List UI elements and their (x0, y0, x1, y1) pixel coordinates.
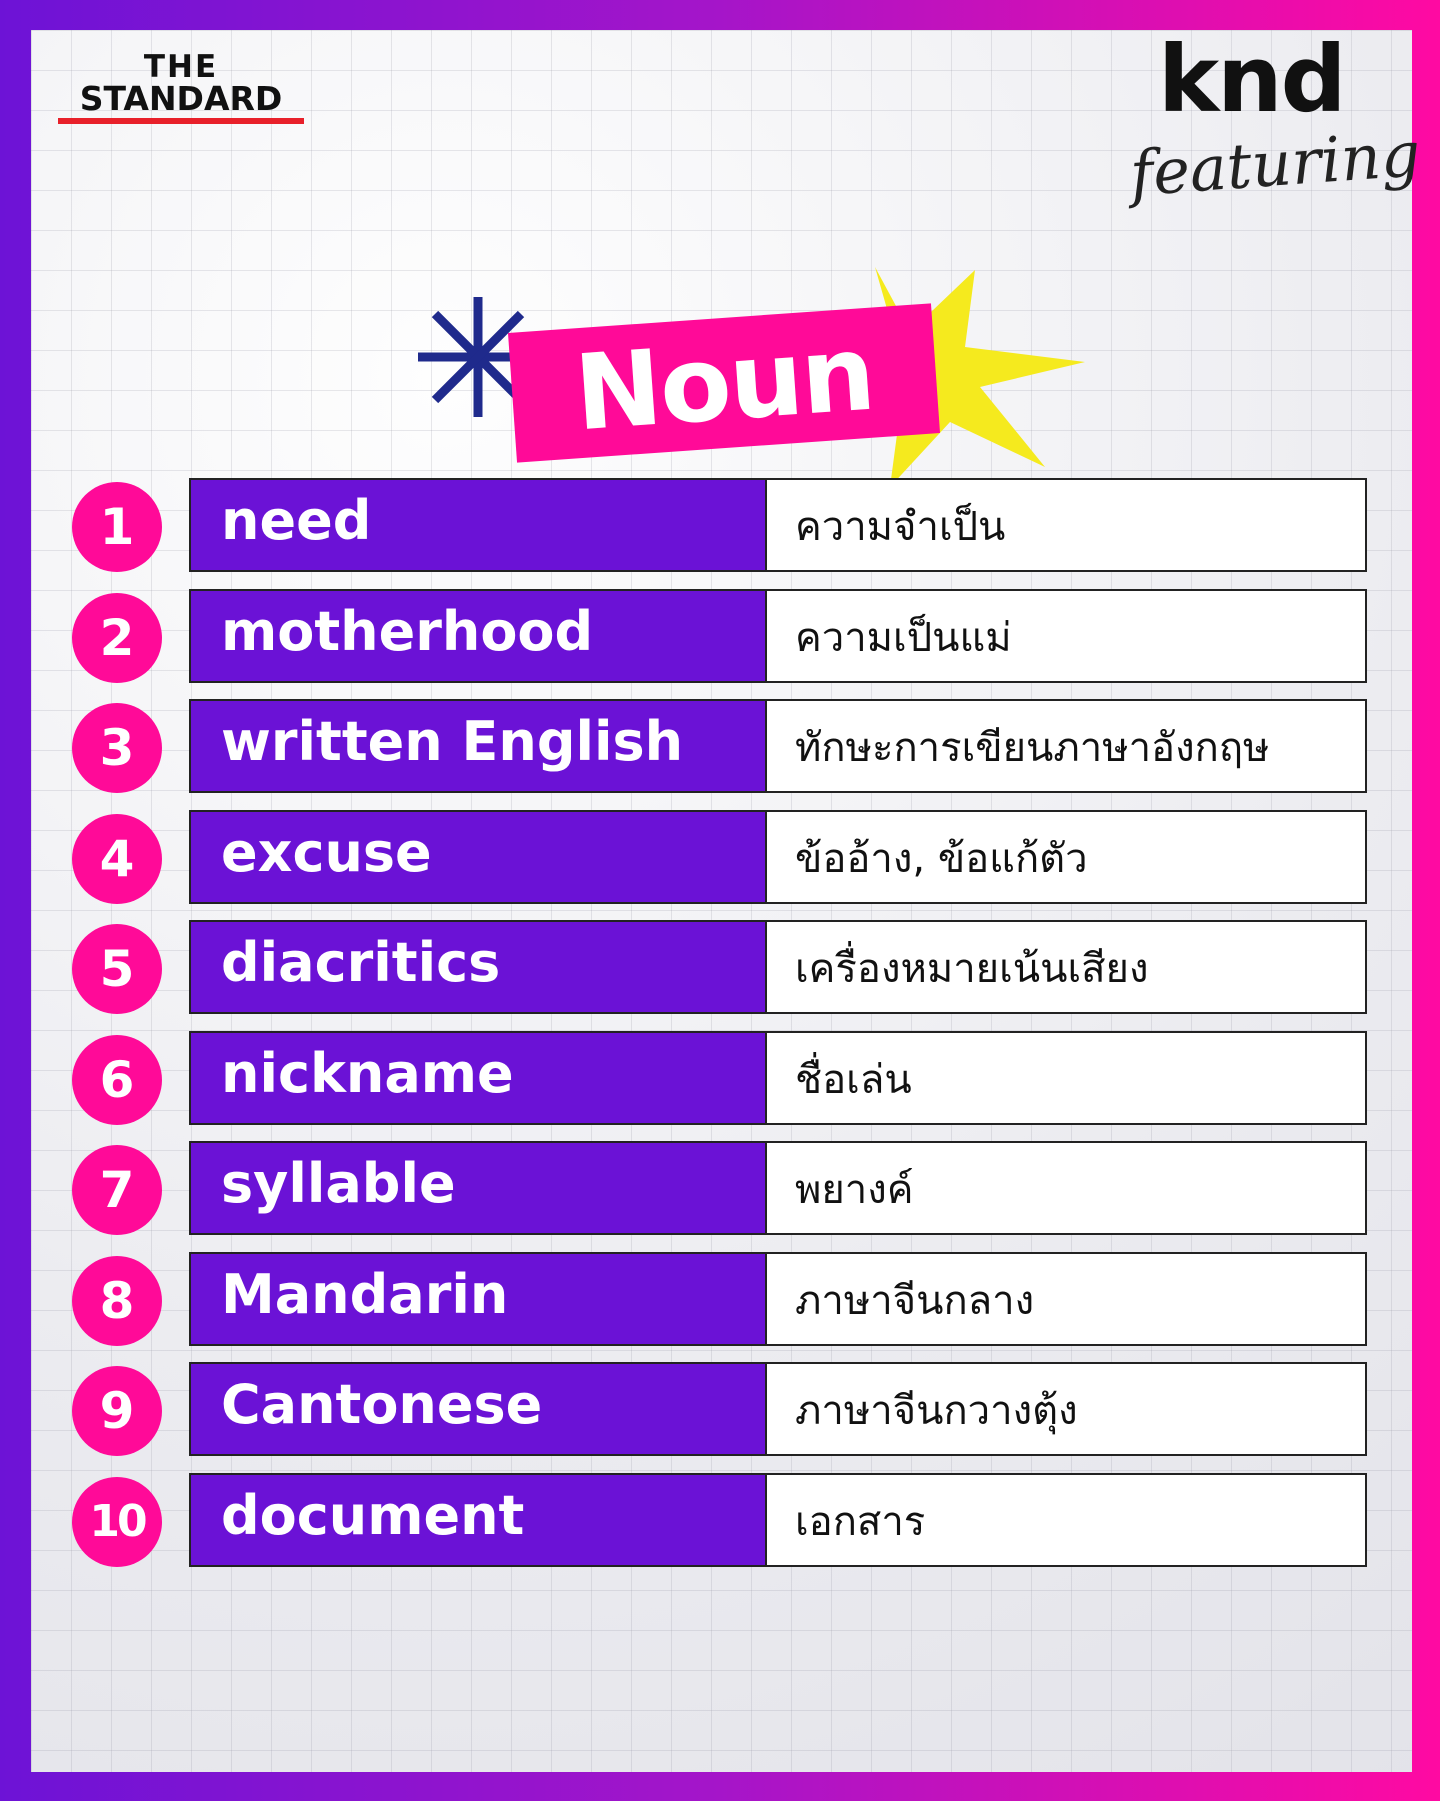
logo-line-2: STANDARD (79, 79, 283, 118)
row-number-badge: 9 (72, 1366, 162, 1456)
thai-meaning: ความจำเป็น (767, 478, 1367, 572)
table-row (72, 1362, 1368, 1460)
noun-heading: Noun (508, 303, 940, 462)
table-row (72, 810, 1368, 908)
featuring-script: featuring (1127, 117, 1423, 211)
row-number-badge: 6 (72, 1035, 162, 1125)
table-row (72, 478, 1368, 576)
row-number-badge: 1 (72, 482, 162, 572)
knd-logo: knd (1158, 26, 1345, 133)
thai-meaning: ข้ออ้าง, ข้อแก้ตัว (767, 810, 1367, 904)
english-word: nickname (189, 1031, 767, 1125)
thai-meaning: ความเป็นแม่ (767, 589, 1367, 683)
row-number-badge: 10 (72, 1477, 162, 1567)
english-word: need (189, 478, 767, 572)
row-number-badge: 7 (72, 1145, 162, 1235)
english-word: written English (189, 699, 767, 793)
thai-meaning: เอกสาร (767, 1473, 1367, 1567)
row-number-badge: 8 (72, 1256, 162, 1346)
thai-meaning: ภาษาจีนกวางตุ้ง (767, 1362, 1367, 1456)
english-word: Mandarin (189, 1252, 767, 1346)
english-word: excuse (189, 810, 767, 904)
english-word: diacritics (189, 920, 767, 1014)
row-number-badge: 3 (72, 703, 162, 793)
thai-meaning: ทักษะการเขียนภาษาอังกฤษ (767, 699, 1367, 793)
thai-meaning: เครื่องหมายเน้นเสียง (767, 920, 1367, 1014)
table-row (72, 1473, 1368, 1571)
table-row (72, 920, 1368, 1018)
english-word: Cantonese (189, 1362, 767, 1456)
row-number-badge: 4 (72, 814, 162, 904)
row-number-badge: 2 (72, 593, 162, 683)
english-word: document (189, 1473, 767, 1567)
english-word: motherhood (189, 589, 767, 683)
logo-underline (58, 118, 304, 124)
row-number-badge: 5 (72, 924, 162, 1014)
table-row (72, 1141, 1368, 1239)
thai-meaning: พยางค์ (767, 1141, 1367, 1235)
table-row (72, 589, 1368, 687)
table-row (72, 1252, 1368, 1350)
english-word: syllable (189, 1141, 767, 1235)
logo-line-1: THE (143, 49, 219, 85)
thai-meaning: ชื่อเล่น (767, 1031, 1367, 1125)
table-row (72, 699, 1368, 797)
table-row (72, 1031, 1368, 1129)
the-standard-logo (58, 49, 304, 124)
thai-meaning: ภาษาจีนกลาง (767, 1252, 1367, 1346)
